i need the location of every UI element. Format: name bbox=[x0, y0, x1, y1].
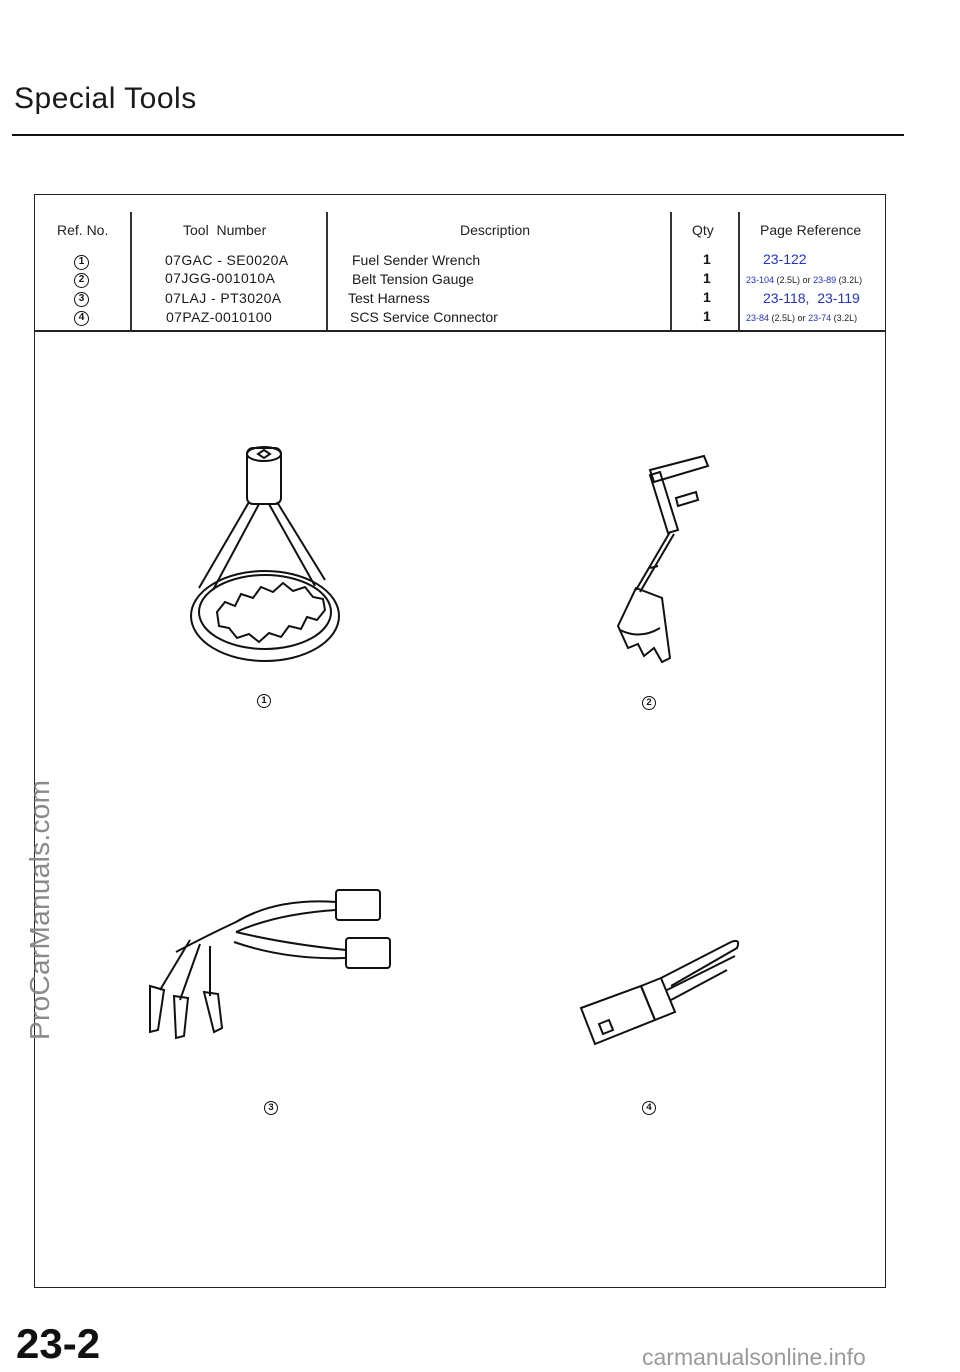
tool-number: 07JGG-001010A bbox=[165, 270, 276, 286]
page-reference-line bbox=[746, 313, 857, 323]
page-reference-link[interactable]: 23-122 bbox=[763, 251, 807, 267]
scs-service-connector-illustration bbox=[575, 938, 745, 1063]
header-ref-no: Ref. No. bbox=[57, 222, 109, 238]
page-reference-link[interactable]: 23-84 bbox=[746, 313, 770, 323]
engine-note: (2.5L) or bbox=[771, 313, 806, 323]
figure-label-4: 4 bbox=[642, 1101, 656, 1115]
header-tool-number: Tool Number bbox=[183, 222, 267, 238]
figure-label-2: 2 bbox=[642, 696, 656, 710]
tool-number: 07PAZ-0010100 bbox=[166, 309, 273, 325]
tool-qty: 1 bbox=[703, 270, 711, 286]
page-reference-link[interactable]: 23-89 bbox=[813, 275, 837, 285]
table-bottom-rule bbox=[34, 330, 886, 332]
page-number: 23-2 bbox=[16, 1320, 101, 1367]
tool-description: Test Harness bbox=[348, 290, 430, 306]
engine-note: (3.2L) bbox=[838, 275, 863, 285]
tools-frame bbox=[34, 194, 886, 1288]
tool-qty: 1 bbox=[703, 308, 711, 324]
header-description: Description bbox=[460, 222, 531, 238]
ref-number-badge: 2 bbox=[74, 273, 89, 288]
figure-label-3: 3 bbox=[264, 1101, 278, 1115]
ref-number-badge: 3 bbox=[74, 292, 89, 307]
engine-note: (3.2L) bbox=[833, 313, 858, 323]
page-reference-line bbox=[746, 275, 862, 285]
tool-number: 07LAJ - PT3020A bbox=[165, 290, 282, 306]
test-harness-illustration bbox=[130, 880, 400, 1040]
tool-description: Fuel Sender Wrench bbox=[352, 252, 481, 268]
header-qty: Qty bbox=[692, 222, 714, 238]
header-page-reference: Page Reference bbox=[760, 222, 862, 238]
ref-number-badge: 1 bbox=[74, 255, 89, 270]
engine-note: (2.5L) or bbox=[776, 275, 811, 285]
column-divider bbox=[130, 212, 132, 330]
figure-label-1: 1 bbox=[257, 694, 271, 708]
column-divider bbox=[326, 212, 328, 330]
ref-number-badge: 4 bbox=[74, 311, 89, 326]
tool-qty: 1 bbox=[703, 289, 711, 305]
belt-tension-gauge-illustration bbox=[580, 450, 720, 670]
title-rule bbox=[12, 134, 904, 136]
page-reference-link[interactable]: 23-118, 23-119 bbox=[763, 290, 860, 306]
column-divider bbox=[670, 212, 672, 330]
tool-description: Belt Tension Gauge bbox=[352, 271, 474, 287]
tool-number: 07GAC - SE0020A bbox=[165, 252, 289, 268]
page-reference-link[interactable]: 23-74 bbox=[808, 313, 832, 323]
column-divider bbox=[738, 212, 740, 330]
fuel-sender-wrench-illustration bbox=[185, 440, 345, 670]
bottom-watermark: carmanualsonline.info bbox=[642, 1344, 866, 1370]
page-reference-link[interactable]: 23-104 bbox=[746, 275, 775, 285]
tool-description: SCS Service Connector bbox=[350, 309, 498, 325]
page-title: Special Tools bbox=[14, 82, 197, 115]
tool-qty: 1 bbox=[703, 251, 711, 267]
side-watermark: ProCarManuals.com bbox=[24, 779, 55, 1040]
